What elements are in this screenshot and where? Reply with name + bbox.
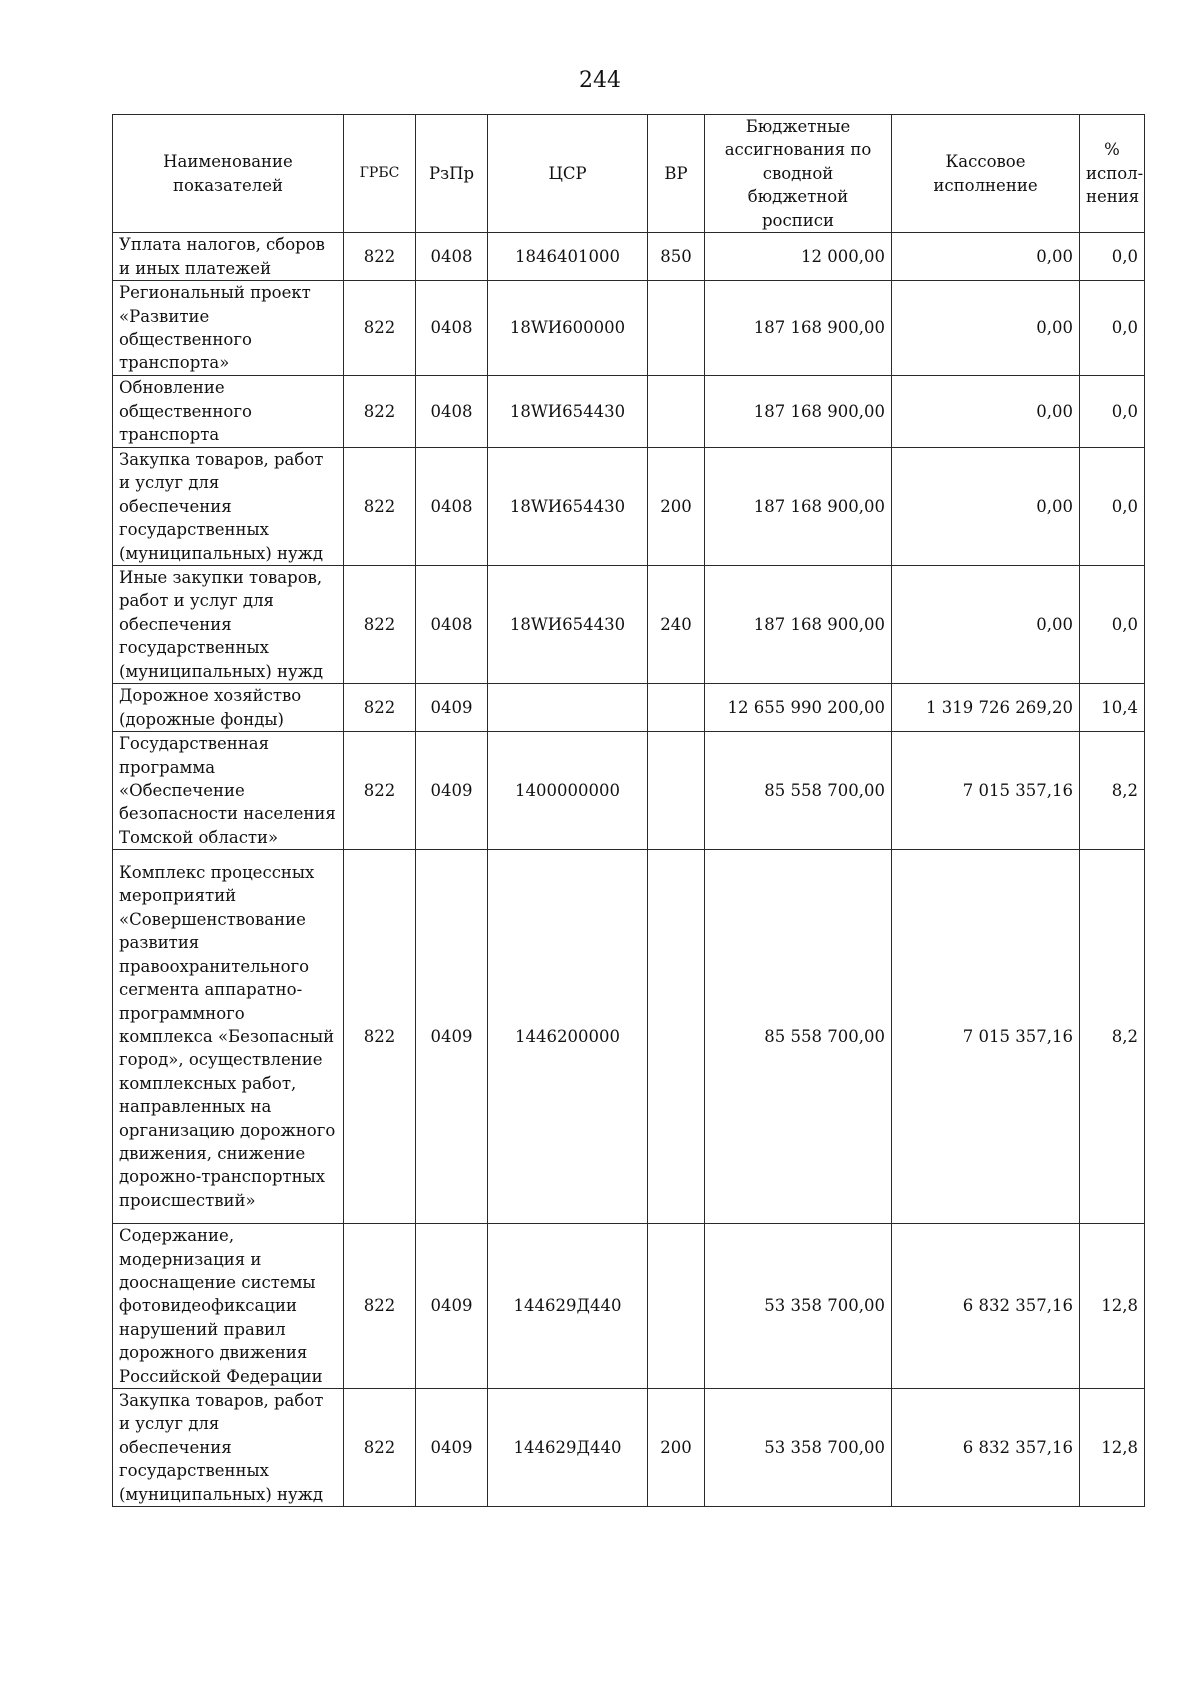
row-csr: 1846401000 [488,233,648,281]
row-pct: 0,0 [1080,376,1145,448]
row-vr: 200 [648,448,705,566]
row-pct: 0,0 [1080,281,1145,376]
row-vr: 850 [648,233,705,281]
row-pct: 10,4 [1080,684,1145,732]
header-name: Наименование показателей [113,115,344,233]
row-pct: 8,2 [1080,732,1145,850]
row-rzpr: 0409 [416,1388,488,1506]
row-assign: 85 558 700,00 [705,732,892,850]
row-assign: 187 168 900,00 [705,376,892,448]
table-row [113,732,1145,850]
row-csr: 18WИ654430 [488,448,648,566]
header-csr: ЦСР [488,115,648,233]
row-rzpr: 0408 [416,566,488,684]
row-cash: 0,00 [892,233,1080,281]
row-csr: 18WИ600000 [488,281,648,376]
table-row [113,1388,1145,1506]
row-grbs: 822 [344,732,416,850]
row-assign: 12 655 990 200,00 [705,684,892,732]
table-row [113,566,1145,684]
row-pct: 0,0 [1080,233,1145,281]
row-cash: 1 319 726 269,20 [892,684,1080,732]
row-assign: 187 168 900,00 [705,448,892,566]
row-cash: 0,00 [892,281,1080,376]
row-cash: 7 015 357,16 [892,732,1080,850]
row-assign: 12 000,00 [705,233,892,281]
row-csr: 144629Д440 [488,1388,648,1506]
row-vr: 200 [648,1388,705,1506]
row-cash: 6 832 357,16 [892,1224,1080,1389]
row-assign: 85 558 700,00 [705,850,892,1224]
row-rzpr: 0408 [416,233,488,281]
row-vr [648,684,705,732]
header-assign: Бюджетные ассигнования по сводной бюджетной росписи [705,115,892,233]
header-grbs: ГРБС [344,115,416,233]
row-name: Дорожное хозяйство (дорожные фонды) [113,684,344,732]
header-pct-symbol: % [1104,140,1120,160]
row-name: Уплата налогов, сборов и иных платежей [113,233,344,281]
header-rzpr: РзПр [416,115,488,233]
header-vr: ВР [648,115,705,233]
row-vr [648,732,705,850]
table-row [113,850,1145,1224]
table-row [113,448,1145,566]
row-vr [648,281,705,376]
row-name: Обновление общественного транспорта [113,376,344,448]
table-row [113,1224,1145,1389]
row-assign: 53 358 700,00 [705,1388,892,1506]
row-rzpr: 0408 [416,376,488,448]
row-rzpr: 0409 [416,732,488,850]
header-pct-label: испол-нения [1086,163,1144,207]
row-csr: 1446200000 [488,850,648,1224]
row-name: Государственная программа «Обеспечение безопасности населения Томской области» [113,732,344,850]
row-vr [648,1224,705,1389]
table-row [113,233,1145,281]
row-cash: 0,00 [892,448,1080,566]
table-row [113,684,1145,732]
row-name: Комплекс процессных мероприятий «Совершенствование развития правоохранительного сегмента аппаратно-программного комплекса «Безопасный город», осуществление комплексных работ, направленных на организацию дорожного движения, снижение дорожно-транспортных происшествий» [113,850,344,1224]
page-number: 244 [579,68,621,93]
row-name: Закупка товаров, работ и услуг для обеспечения государственных (муниципальных) нужд [113,1388,344,1506]
row-rzpr: 0408 [416,448,488,566]
row-pct: 12,8 [1080,1388,1145,1506]
row-pct: 8,2 [1080,850,1145,1224]
row-csr: 144629Д440 [488,1224,648,1389]
row-grbs: 822 [344,233,416,281]
table-row [113,376,1145,448]
row-assign: 187 168 900,00 [705,566,892,684]
row-grbs: 822 [344,684,416,732]
row-assign: 187 168 900,00 [705,281,892,376]
row-pct: 0,0 [1080,448,1145,566]
row-pct: 12,8 [1080,1224,1145,1389]
header-pct [1080,115,1145,233]
row-name: Региональный проект «Развитие общественного транспорта» [113,281,344,376]
row-cash: 7 015 357,16 [892,850,1080,1224]
row-cash: 0,00 [892,566,1080,684]
row-csr [488,684,648,732]
row-name: Содержание, модернизация и дооснащение системы фотовидеофиксации нарушений правил дорожного движения Российской Федерации [113,1224,344,1389]
row-pct: 0,0 [1080,566,1145,684]
row-grbs: 822 [344,850,416,1224]
row-vr [648,850,705,1224]
row-grbs: 822 [344,448,416,566]
row-cash: 0,00 [892,376,1080,448]
header-cash: Кассовое исполнение [892,115,1080,233]
row-name: Иные закупки товаров, работ и услуг для обеспечения государственных (муниципальных) нужд [113,566,344,684]
row-rzpr: 0408 [416,281,488,376]
row-csr: 1400000000 [488,732,648,850]
row-grbs: 822 [344,281,416,376]
row-grbs: 822 [344,566,416,684]
header-row [113,115,1145,233]
table-row [113,281,1145,376]
row-grbs: 822 [344,1224,416,1389]
row-csr: 18WИ654430 [488,376,648,448]
row-rzpr: 0409 [416,684,488,732]
row-vr [648,376,705,448]
row-rzpr: 0409 [416,1224,488,1389]
row-csr: 18WИ654430 [488,566,648,684]
row-grbs: 822 [344,1388,416,1506]
row-cash: 6 832 357,16 [892,1388,1080,1506]
row-assign: 53 358 700,00 [705,1224,892,1389]
row-rzpr: 0409 [416,850,488,1224]
row-vr: 240 [648,566,705,684]
budget-table [112,114,1145,1507]
row-grbs: 822 [344,376,416,448]
row-name: Закупка товаров, работ и услуг для обеспечения государственных (муниципальных) нужд [113,448,344,566]
